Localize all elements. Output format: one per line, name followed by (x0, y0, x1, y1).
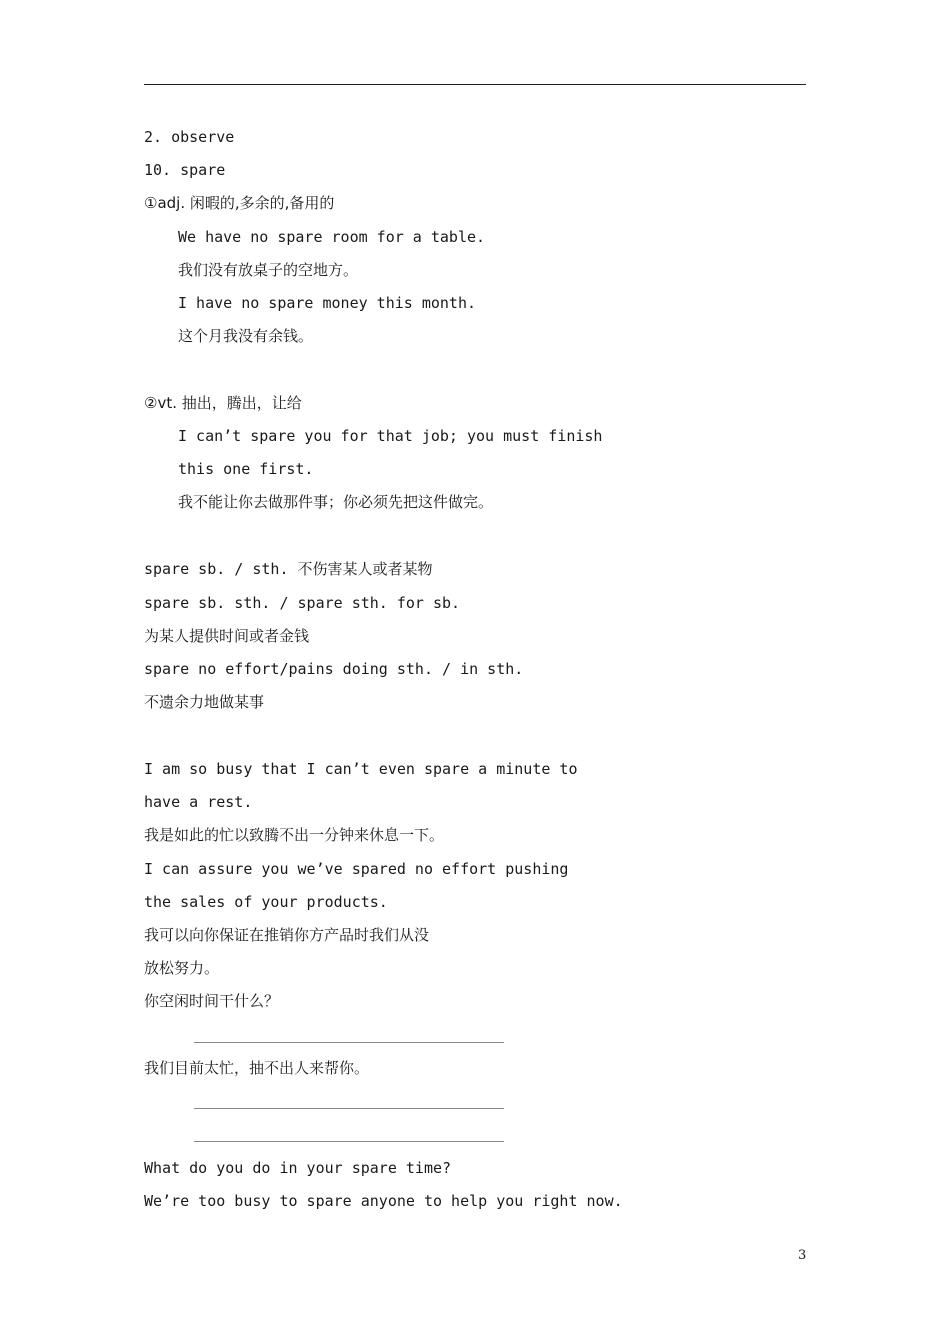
example-en: I have no spare money this month. (178, 294, 477, 312)
example-en: I am so busy that I can’t even spare a minute to (144, 760, 578, 778)
answer-line: We’re too busy to spare anyone to help you right now. (144, 1192, 623, 1210)
phrase-line: spare sb. / sth. 不伤害某人或者某物 (144, 560, 433, 578)
answer-line: What do you do in your spare time? (144, 1159, 452, 1177)
phrase-meaning: 为某人提供时间或者金钱 (144, 627, 310, 645)
item-number-spare: 10. spare (144, 161, 226, 179)
example-cn: 我不能让你去做那件事；你必须先把这件做完。 (178, 493, 494, 511)
example-en: I can assure you we’ve spared no effort pushing (144, 860, 569, 878)
example-cn: 我是如此的忙以致腾不出一分钟来休息一下。 (144, 826, 445, 844)
example-cn: 放松努力。 (144, 959, 220, 977)
phrase-line: spare sb. sth. / spare sth. for sb. (144, 594, 461, 612)
answer-blank (194, 1042, 504, 1043)
example-en: We have no spare room for a table. (178, 228, 486, 246)
example-cn: 我可以向你保证在推销你方产品时我们从没 (144, 926, 430, 944)
exercise-prompt: 我们目前太忙，抽不出人来帮你。 (144, 1059, 370, 1077)
page-number: 3 (798, 1248, 807, 1263)
exercise-prompt: 你空闲时间干什么？ (144, 992, 280, 1010)
phrase-meaning: 不遗余力地做某事 (144, 693, 265, 711)
example-cn: 这个月我没有余钱。 (178, 327, 314, 345)
phrase-line: spare no effort/pains doing sth. / in sth. (144, 660, 524, 678)
sense-vt-heading: ②vt. 抽出，腾出，让给 (144, 394, 302, 412)
example-en: I can’t spare you for that job; you must finish (178, 427, 603, 445)
header-rule (144, 84, 806, 85)
item-number-observe: 2. observe (144, 128, 235, 146)
example-en: this one first. (178, 460, 314, 478)
example-en: have a rest. (144, 793, 253, 811)
example-cn: 我们没有放桌子的空地方。 (178, 261, 359, 279)
example-en: the sales of your products. (144, 893, 388, 911)
answer-blank (194, 1141, 504, 1142)
answer-blank (194, 1108, 504, 1109)
sense-adj-heading: ①adj. 闲暇的,多余的,备用的 (144, 194, 335, 212)
